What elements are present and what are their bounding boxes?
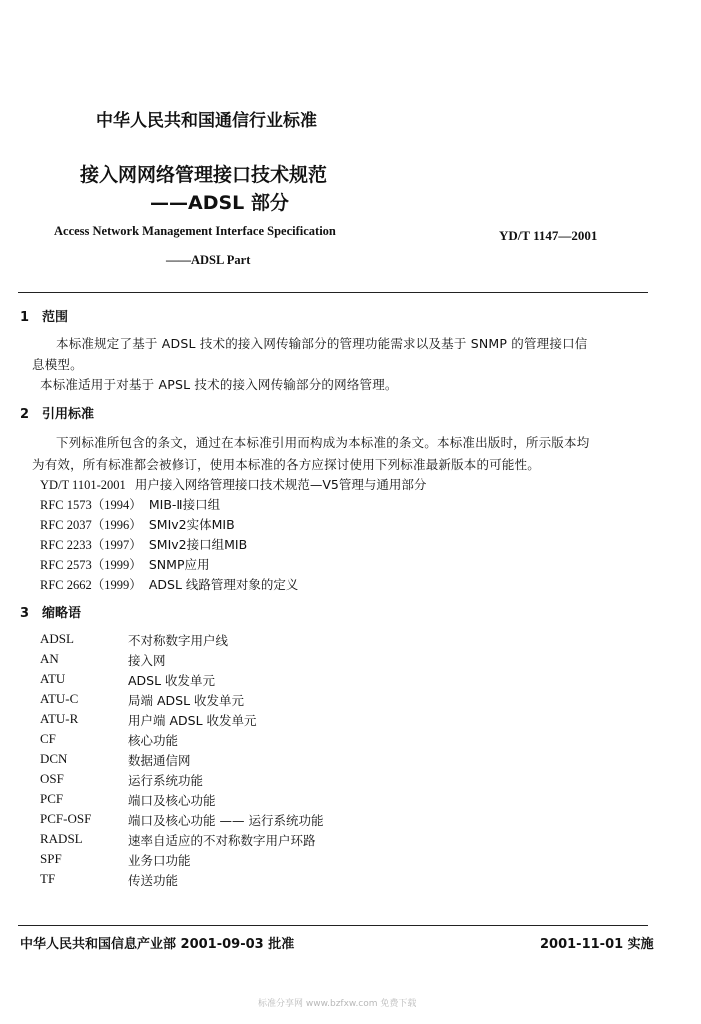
section-1-heading: 1 范围 — [20, 310, 69, 325]
abbreviation-definition: 核心功能 — [128, 733, 179, 748]
abbreviation-definition: 数据通信网 — [128, 753, 191, 768]
abbreviation-definition: 端口及核心功能 — [128, 793, 216, 808]
abbreviation-definition: 局端 ADSL 收发单元 — [128, 693, 245, 708]
reference-year: （1999） — [91, 578, 142, 592]
section-1-paragraph-1-line-1: 本标准规定了基于 ADSL 技术的接入网传输部分的管理功能需求以及基于 SNMP 的管理接口信 — [56, 336, 588, 351]
reference-year: （1996） — [91, 518, 142, 532]
abbreviation-term: TF — [40, 871, 56, 886]
reference-id: RFC 2233 — [40, 538, 92, 552]
watermark: 标准分享网 www.bzfxw.com 免费下载 — [258, 999, 417, 1009]
reference-item — [40, 554, 209, 573]
reference-item — [40, 574, 298, 593]
reference-item — [40, 494, 220, 513]
abbreviation-term: CF — [40, 731, 56, 746]
abbreviation-definition: 端口及核心功能 —— 运行系统功能 — [128, 813, 324, 828]
abbreviation-term: AN — [40, 651, 59, 666]
reference-id: RFC 2662 — [40, 578, 92, 592]
abbreviation-term: RADSL — [40, 831, 83, 846]
abbreviation-term: DCN — [40, 751, 68, 766]
reference-title: MIB-Ⅱ接口组 — [148, 497, 221, 512]
abbreviation-term: SPF — [40, 851, 62, 866]
abbreviation-term: PCF-OSF — [40, 811, 92, 826]
reference-year: （1997） — [91, 538, 142, 552]
reference-id: RFC 2037 — [40, 518, 92, 532]
abbreviation-definition: 速率自适应的不对称数字用户环路 — [128, 833, 316, 848]
reference-item — [40, 534, 247, 553]
abbreviation-term: OSF — [40, 771, 64, 786]
reference-id: RFC 2573 — [40, 558, 92, 572]
abbreviation-term: ATU — [40, 671, 66, 686]
abbreviation-definition: 用户端 ADSL 收发单元 — [128, 713, 257, 728]
reference-title: SNMP应用 — [148, 557, 210, 572]
abbreviation-term: PCF — [40, 791, 64, 806]
title-cn-line-1: 接入网网络管理接口技术规范 — [80, 164, 328, 186]
issuing-body: 中华人民共和国通信行业标准 — [96, 111, 317, 131]
reference-title: SMIv2接口组MIB — [148, 537, 248, 552]
reference-id: RFC 1573 — [40, 498, 92, 512]
abbreviation-definition: 业务口功能 — [128, 853, 191, 868]
reference-title: SMIv2实体MIB — [148, 517, 235, 532]
implementation-date: 2001-11-01 实施 — [540, 937, 654, 952]
abbreviation-definition: 运行系统功能 — [128, 773, 204, 788]
section-2-heading: 2 引用标准 — [20, 407, 95, 422]
footer-divider — [18, 925, 648, 926]
abbreviation-term: ADSL — [40, 631, 74, 646]
section-2-paragraph-line-2: 为有效，所有标准都会被修订，使用本标准的各方应探讨使用下列标准最新版本的可能性。 — [32, 457, 541, 472]
abbreviation-definition: 接入网 — [128, 653, 166, 668]
title-en-line-1: Access Network Management Interface Specification — [54, 224, 336, 238]
reference-year: （1994） — [91, 498, 142, 512]
title-cn-line-2: ——ADSL 部分 — [150, 192, 289, 214]
section-3-heading: 3 缩略语 — [20, 606, 82, 621]
section-1-paragraph-1-line-2: 息模型。 — [32, 357, 83, 372]
abbreviation-definition: 不对称数字用户线 — [128, 633, 229, 648]
reference-year: （1999） — [91, 558, 142, 572]
reference-title: 用户接入网络管理接口技术规范—V5管理与通用部分 — [134, 477, 427, 492]
reference-id: YD/T 1101-2001 — [40, 478, 126, 492]
abbreviation-term: ATU-C — [40, 691, 79, 706]
reference-item — [40, 474, 426, 493]
standard-number: YD/T 1147—2001 — [499, 228, 598, 243]
abbreviation-definition: 传送功能 — [128, 873, 179, 888]
header-divider — [18, 292, 648, 293]
approval-statement: 中华人民共和国信息产业部 2001-09-03 批准 — [20, 937, 295, 952]
reference-item — [40, 514, 235, 533]
section-2-paragraph-line-1: 下列标准所包含的条文，通过在本标准引用而构成为本标准的条文。本标准出版时，所示版本均 — [56, 435, 590, 450]
abbreviation-term: ATU-R — [40, 711, 79, 726]
abbreviation-definition: ADSL 收发单元 — [128, 673, 216, 688]
section-1-paragraph-2: 本标准适用于对基于 APSL 技术的接入网传输部分的网络管理。 — [40, 377, 398, 392]
title-en-line-2: ——ADSL Part — [166, 253, 251, 267]
reference-title: ADSL 线路管理对象的定义 — [148, 577, 299, 592]
